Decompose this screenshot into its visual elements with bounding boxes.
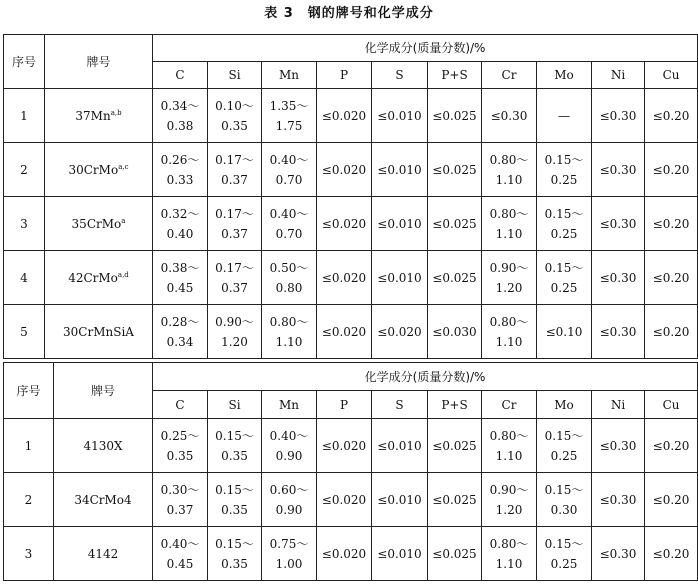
cell-s: ≤0.020 xyxy=(372,305,428,359)
cell-cr-line: 1.20 xyxy=(495,280,523,295)
cell-p: ≤0.020 xyxy=(317,473,372,527)
cell-si-line: 0.35 xyxy=(221,502,248,517)
table-row xyxy=(4,251,698,305)
header-element: Mo xyxy=(537,391,592,419)
cell-cr-line: 1.10 xyxy=(495,226,523,241)
cell-ps: ≤0.025 xyxy=(428,197,482,251)
cell-ps: ≤0.030 xyxy=(428,305,482,359)
cell-ni: ≤0.30 xyxy=(592,419,645,473)
table-row xyxy=(4,419,698,473)
cell-c-line: 0.35 xyxy=(166,448,194,463)
cell-cr xyxy=(482,305,537,359)
cell-seq: 2 xyxy=(4,143,45,197)
header-element: Cr xyxy=(482,391,537,419)
cell-c-line: 0.33 xyxy=(166,172,194,187)
cell-cr-line: 0.80～ xyxy=(489,152,529,167)
cell-mn xyxy=(262,473,317,527)
cell-ps: ≤0.025 xyxy=(428,143,482,197)
cell-p: ≤0.020 xyxy=(317,89,372,143)
cell-cu: ≤0.20 xyxy=(645,89,698,143)
cell-mn-line: 1.35～ xyxy=(269,98,309,113)
cell-mn xyxy=(262,419,317,473)
header-element: S xyxy=(372,391,428,419)
cell-si-line: 0.35 xyxy=(221,448,248,463)
grade-name: 30CrMnSiA xyxy=(63,324,134,339)
cell-ni: ≤0.30 xyxy=(592,197,645,251)
cell-c xyxy=(153,305,208,359)
cell-cu: ≤0.20 xyxy=(645,419,698,473)
table-row xyxy=(4,143,698,197)
cell-si-line: 0.37 xyxy=(221,172,248,187)
cell-mo-line: 0.15～ xyxy=(544,482,584,497)
cell-p: ≤0.020 xyxy=(317,305,372,359)
header-element: Mo xyxy=(537,62,592,89)
cell-si-line: 0.15～ xyxy=(215,428,254,443)
cell-cu: ≤0.20 xyxy=(645,305,698,359)
cell-p: ≤0.020 xyxy=(317,527,372,581)
cell-c-line: 0.34 xyxy=(166,334,194,349)
cell-si xyxy=(208,251,262,305)
cell-cr-line: 1.10 xyxy=(495,334,523,349)
cell-mn-line: 0.40～ xyxy=(269,428,309,443)
cell-cr-line: 1.10 xyxy=(495,172,523,187)
cell-s: ≤0.010 xyxy=(372,143,428,197)
cell-mn xyxy=(262,251,317,305)
cell-cr-line: 0.80～ xyxy=(489,206,529,221)
cell-mn-line: 0.70 xyxy=(275,226,303,241)
cell-cr-line: 1.10 xyxy=(495,448,523,463)
cell-mn-line: 1.10 xyxy=(275,334,303,349)
cell-cr-line: 1.10 xyxy=(495,556,523,571)
cell-c xyxy=(153,251,208,305)
header-composition: 化学成分(质量分数)/% xyxy=(153,35,698,62)
cell-c-line: 0.26～ xyxy=(160,152,200,167)
cell-c xyxy=(153,143,208,197)
cell-mo xyxy=(537,89,592,143)
header-element: Cr xyxy=(482,62,537,89)
cell-seq: 1 xyxy=(4,89,45,143)
cell-mo-line: 0.30 xyxy=(550,502,578,517)
cell-mo-line: 0.25 xyxy=(550,226,578,241)
cell-cr xyxy=(482,419,537,473)
cell-c xyxy=(153,419,208,473)
cell-mo-line: 0.15～ xyxy=(544,536,584,551)
cell-ni: ≤0.30 xyxy=(592,527,645,581)
table-title: 表 3 钢的牌号和化学成分 xyxy=(264,6,434,21)
cell-si-line: 0.90～ xyxy=(215,314,254,329)
cell-mo-line: 0.25 xyxy=(550,280,578,295)
cell-si xyxy=(208,143,262,197)
cell-grade xyxy=(45,89,153,143)
cell-si-line: 0.35 xyxy=(221,118,248,133)
cell-c-line: 0.45 xyxy=(166,556,194,571)
header-element: Si xyxy=(208,62,262,89)
cell-cu: ≤0.20 xyxy=(645,143,698,197)
header-element: P+S xyxy=(428,62,482,89)
cell-si-line: 0.35 xyxy=(221,556,248,571)
cell-ni: ≤0.30 xyxy=(592,89,645,143)
cell-mo xyxy=(537,251,592,305)
header-element: C xyxy=(153,62,208,89)
cell-seq: 2 xyxy=(4,473,54,527)
cell-si-line: 0.37 xyxy=(221,226,248,241)
cell-c xyxy=(153,473,208,527)
table-row xyxy=(4,473,698,527)
cell-mo xyxy=(537,527,592,581)
cell-grade xyxy=(45,143,153,197)
cell-si xyxy=(208,197,262,251)
header-element: Ni xyxy=(592,62,645,89)
cell-mo xyxy=(537,419,592,473)
cell-seq: 3 xyxy=(4,197,45,251)
header-element: C xyxy=(153,391,208,419)
cell-cr-line: 0.80～ xyxy=(489,314,529,329)
cell-si xyxy=(208,473,262,527)
cell-cu: ≤0.20 xyxy=(645,527,698,581)
cell-cr-line: 0.80～ xyxy=(489,428,529,443)
cell-si-line: 1.20 xyxy=(221,334,248,349)
cell-ni: ≤0.30 xyxy=(592,143,645,197)
cell-mn-line: 0.40～ xyxy=(269,206,309,221)
grade-name: 4130X xyxy=(83,438,123,453)
cell-mn-line: 0.50～ xyxy=(269,260,309,275)
cell-ni: ≤0.30 xyxy=(592,473,645,527)
cell-cr-line: ≤0.30 xyxy=(490,108,528,123)
cell-c-line: 0.40 xyxy=(166,226,194,241)
grade-footnote: a xyxy=(121,216,126,225)
cell-seq: 3 xyxy=(4,527,54,581)
cell-grade xyxy=(45,197,153,251)
grade-footnote: a,b xyxy=(110,108,122,117)
cell-cr xyxy=(482,143,537,197)
composition-table-1 xyxy=(3,34,698,359)
cell-s: ≤0.010 xyxy=(372,89,428,143)
cell-mo-line: 0.25 xyxy=(550,448,578,463)
cell-c-line: 0.34～ xyxy=(160,98,200,113)
cell-mn-line: 0.60～ xyxy=(269,482,309,497)
cell-mn-line: 0.70 xyxy=(275,172,303,187)
header-element: Ni xyxy=(592,391,645,419)
cell-s: ≤0.010 xyxy=(372,527,428,581)
table-row xyxy=(4,89,698,143)
cell-si-line: 0.17～ xyxy=(215,260,254,275)
header-element: Si xyxy=(208,391,262,419)
cell-mn-line: 1.00 xyxy=(275,556,303,571)
cell-ni: ≤0.30 xyxy=(592,251,645,305)
cell-c-line: 0.28～ xyxy=(160,314,200,329)
cell-mo-line: 0.15～ xyxy=(544,152,584,167)
cell-mn-line: 0.80 xyxy=(275,280,303,295)
cell-si xyxy=(208,305,262,359)
grade-name: 30CrMo xyxy=(68,162,119,177)
cell-mo-line: — xyxy=(558,108,570,123)
cell-mo-line: 0.25 xyxy=(550,172,578,187)
cell-ps: ≤0.025 xyxy=(428,251,482,305)
cell-c-line: 0.38～ xyxy=(160,260,200,275)
header-grade: 牌号 xyxy=(45,35,153,89)
cell-c xyxy=(153,89,208,143)
cell-mn-line: 0.90 xyxy=(275,502,303,517)
cell-grade xyxy=(45,305,153,359)
cell-c xyxy=(153,197,208,251)
cell-p: ≤0.020 xyxy=(317,251,372,305)
cell-mo xyxy=(537,143,592,197)
cell-cr xyxy=(482,197,537,251)
header-element: P xyxy=(317,391,372,419)
cell-s: ≤0.010 xyxy=(372,473,428,527)
cell-cr-line: 0.90～ xyxy=(489,482,529,497)
cell-ni: ≤0.30 xyxy=(592,305,645,359)
cell-cr-line: 1.20 xyxy=(495,502,523,517)
cell-s: ≤0.010 xyxy=(372,197,428,251)
grade-name: 37Mn xyxy=(75,108,111,123)
cell-ps: ≤0.025 xyxy=(428,89,482,143)
cell-mn xyxy=(262,305,317,359)
composition-table-2 xyxy=(3,362,698,581)
grade-footnote: a,c xyxy=(118,162,129,171)
cell-mo xyxy=(537,305,592,359)
cell-ps: ≤0.025 xyxy=(428,419,482,473)
cell-si xyxy=(208,527,262,581)
cell-cr xyxy=(482,89,537,143)
cell-si-line: 0.15～ xyxy=(215,482,254,497)
cell-cr-line: 0.90～ xyxy=(489,260,529,275)
cell-c-line: 0.45 xyxy=(166,280,194,295)
cell-mo xyxy=(537,473,592,527)
header-seq: 序号 xyxy=(4,363,54,419)
cell-cr xyxy=(482,527,537,581)
header-element: P+S xyxy=(428,391,482,419)
cell-cr-line: 0.80～ xyxy=(489,536,529,551)
header-element: Mn xyxy=(262,391,317,419)
cell-ps: ≤0.025 xyxy=(428,527,482,581)
cell-cu: ≤0.20 xyxy=(645,251,698,305)
cell-mn-line: 0.90 xyxy=(275,448,303,463)
header-element: Mn xyxy=(262,62,317,89)
cell-si xyxy=(208,419,262,473)
cell-mn xyxy=(262,527,317,581)
cell-c xyxy=(153,527,208,581)
cell-p: ≤0.020 xyxy=(317,197,372,251)
cell-cu: ≤0.20 xyxy=(645,197,698,251)
table-row xyxy=(4,527,698,581)
grade-name: 4142 xyxy=(87,546,119,561)
header-element: S xyxy=(372,62,428,89)
grade-name: 42CrMo xyxy=(68,270,118,285)
header-element: Cu xyxy=(645,62,698,89)
cell-s: ≤0.010 xyxy=(372,419,428,473)
cell-si-line: 0.10～ xyxy=(215,98,254,113)
cell-mn-line: 0.40～ xyxy=(269,152,309,167)
cell-mo-line: 0.15～ xyxy=(544,260,584,275)
cell-cr xyxy=(482,473,537,527)
cell-mn xyxy=(262,197,317,251)
header-composition: 化学成分(质量分数)/% xyxy=(153,363,698,391)
cell-mn-line: 0.75～ xyxy=(269,536,309,551)
table-row xyxy=(4,305,698,359)
cell-si-line: 0.37 xyxy=(221,280,248,295)
cell-grade xyxy=(54,473,153,527)
cell-grade xyxy=(45,251,153,305)
cell-grade xyxy=(54,419,153,473)
cell-c-line: 0.30～ xyxy=(160,482,200,497)
grade-name: 35CrMo xyxy=(71,216,122,231)
header-seq: 序号 xyxy=(4,35,45,89)
cell-c-line: 0.37 xyxy=(166,502,194,517)
header-element: P xyxy=(317,62,372,89)
cell-c-line: 0.38 xyxy=(166,118,194,133)
cell-cu: ≤0.20 xyxy=(645,473,698,527)
cell-mo xyxy=(537,197,592,251)
grade-name: 34CrMo4 xyxy=(74,492,132,507)
table-row xyxy=(4,197,698,251)
cell-mo-line: ≤0.10 xyxy=(545,324,583,339)
cell-si xyxy=(208,89,262,143)
cell-c-line: 0.25～ xyxy=(160,428,200,443)
cell-grade xyxy=(54,527,153,581)
header-grade: 牌号 xyxy=(54,363,153,419)
cell-mn-line: 1.75 xyxy=(275,118,303,133)
cell-s: ≤0.010 xyxy=(372,251,428,305)
grade-footnote: a,d xyxy=(117,270,129,279)
cell-cr xyxy=(482,251,537,305)
cell-si-line: 0.17～ xyxy=(215,206,254,221)
cell-p: ≤0.020 xyxy=(317,143,372,197)
cell-seq: 1 xyxy=(4,419,54,473)
cell-mo-line: 0.15～ xyxy=(544,428,584,443)
cell-c-line: 0.40～ xyxy=(160,536,200,551)
cell-mn-line: 0.80～ xyxy=(269,314,309,329)
cell-mo-line: 0.15～ xyxy=(544,206,584,221)
cell-ps: ≤0.025 xyxy=(428,473,482,527)
header-element: Cu xyxy=(645,391,698,419)
cell-si-line: 0.15～ xyxy=(215,536,254,551)
cell-p: ≤0.020 xyxy=(317,419,372,473)
cell-seq: 5 xyxy=(4,305,45,359)
cell-c-line: 0.32～ xyxy=(160,206,200,221)
cell-si-line: 0.17～ xyxy=(215,152,254,167)
cell-mn xyxy=(262,89,317,143)
cell-seq: 4 xyxy=(4,251,45,305)
cell-mo-line: 0.25 xyxy=(550,556,578,571)
cell-mn xyxy=(262,143,317,197)
